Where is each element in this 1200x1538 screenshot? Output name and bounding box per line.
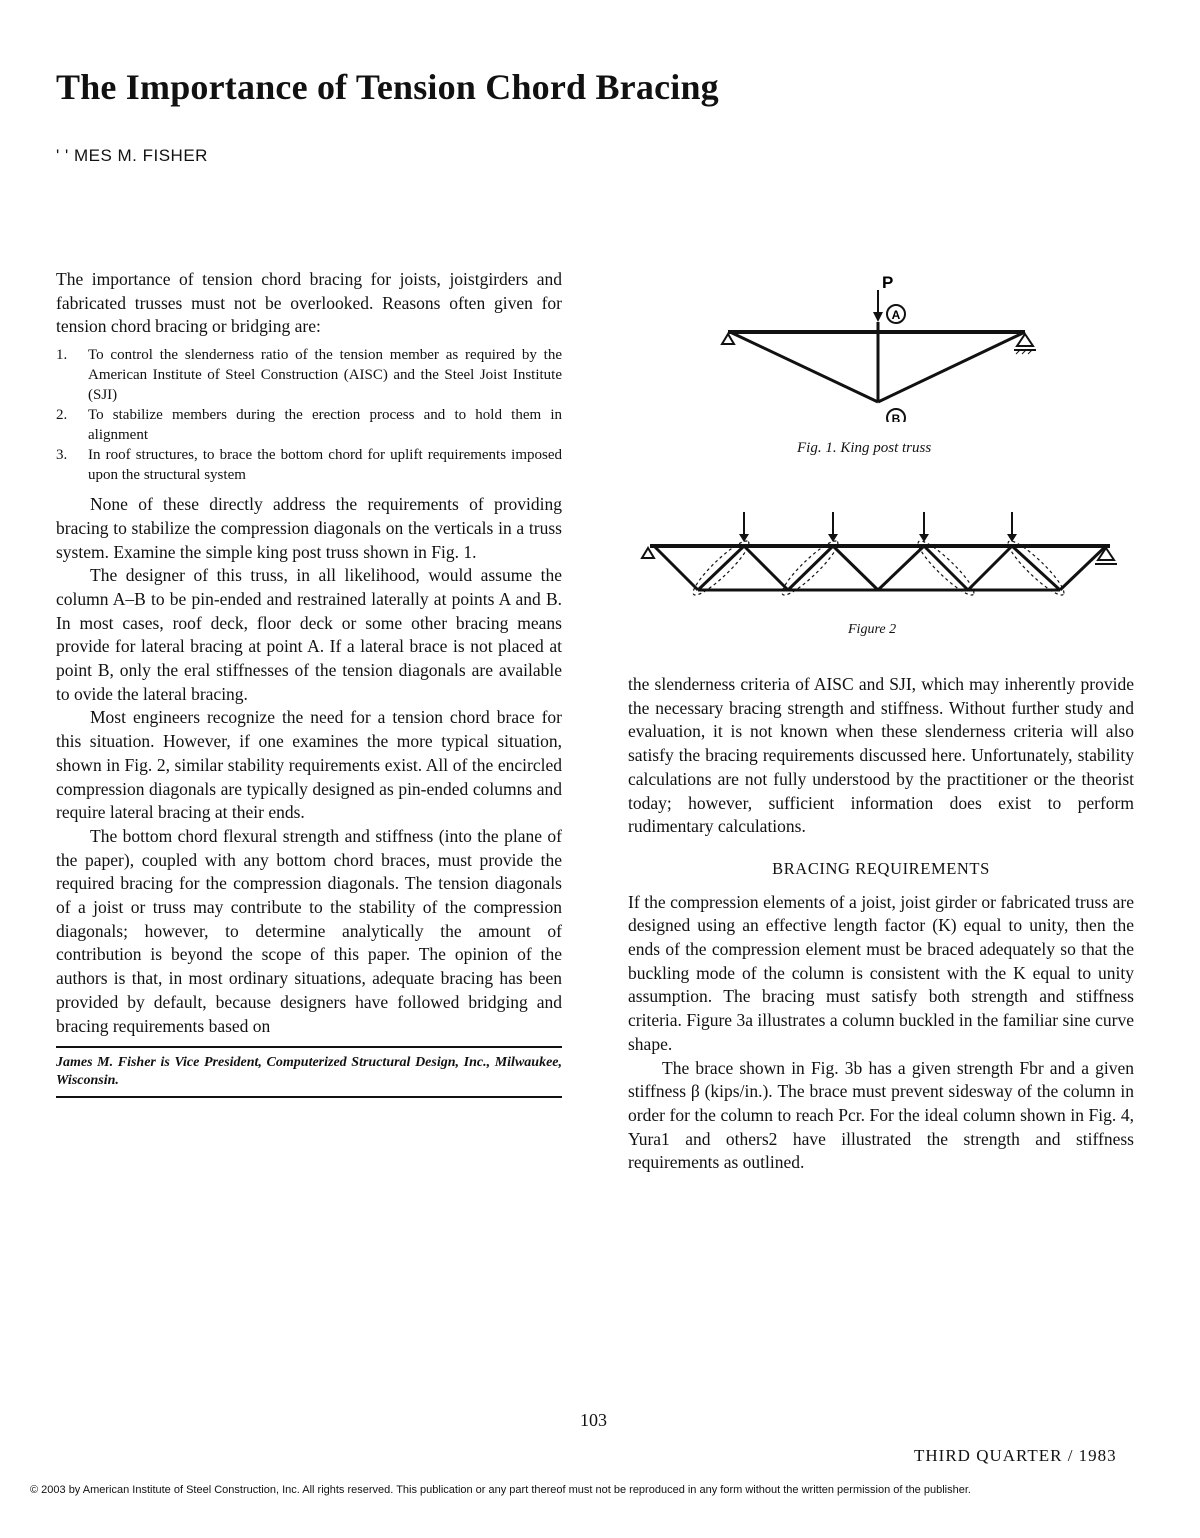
body-paragraph: None of these directly address the requirements of providing bracing to stabilize the compression diagonals on the verticals in a truss system. Examine the simple king post truss shown in Fig. 1. [56,494,562,562]
load-label: P [882,273,894,292]
list-number: 2. [56,407,68,424]
issue-label: THIRD QUARTER / 1983 [914,1446,1117,1465]
body-paragraph: Most engineers recognize the need for a tension chord brace for this situation. However, if one examines the more typical situation, shown in Fig. 2, similar stability requirements exist. All of the encircled compression diagonals are typically designed as pin-ended columns and require lateral bracing at their ends. [56,707,562,823]
footnote-rule [56,1096,562,1098]
reasons-list [56,345,562,485]
intro-paragraph: The importance of tension chord bracing for joists, joistgirders and fabricated trusses must not be overlooked. Reasons often given for tension chord bracing or bridging are: [56,269,562,337]
tension-diagonal [730,332,878,402]
body-paragraph: The bottom chord flexural strength and stiffness (into the plane of the paper), coupled with any bottom chord braces, must provide the required bracing for the compression diagonals. The tension diagonals of a joist or truss may contribute to the stability of the compression diagonals; however, to determine analytically the amount of contribution is beyond the scope of this paper. The opinion of the authors is that, in most ordinary situations, adequate bracing has been provided by default, because designers have followed bridging and bracing requirements based on [56,825,562,1036]
body-paragraph: the slenderness criteria of AISC and SJI, which may inherently provide the necessary bracing strength and stiffness. Without further study and evaluation, it is not known when these slenderness criteria will also satisfy the bracing requirements discussed here. Unfortunately, stability calculations are not fully understood by the practitioner or the theorist today; however, sufficient information does exist to perform rudimentary calculations. [628,674,1134,837]
list-item [56,405,562,445]
load-arrowhead [873,312,883,322]
body-paragraph: The brace shown in Fig. 3b has a given strength Fbr and a given stiffness β (kips/in.). The brace must prevent sidesway of the column in order for the column to reach Pcr. For the ideal column shown in Fig. 4, Yura1 and others2 have illustrated the strength and stiffness requirements as outlined. [628,1057,1134,1173]
point-a-label: A [891,308,901,322]
list-text: To stabilize members during the erection process and to hold them in alignment [88,407,562,444]
list-item [56,445,562,485]
right-column [628,673,1134,1175]
figure-1-caption: Fig. 1. King post truss [797,440,932,456]
pin-support-left [722,334,734,344]
tension-diagonal [878,332,1025,402]
paper-title: The Importance of Tension Chord Bracing [56,67,719,107]
point-b-label: B [891,412,901,422]
figure-2-truss [640,508,1130,608]
author-line: ' ' MES M. FISHER [56,146,208,165]
body-paragraph: If the compression elements of a joist, joist girder or fabricated truss are designed using an effective length factor (K) equal to unity, then the ends of the compression element must be braced adequately so that the buckling mode of the column is consistent with the K equal to unity assumption. The bracing must satisfy both strength and stiffness criteria. Figure 3a illustrates a column buckled in the familiar sine curve shape. [628,891,1134,1054]
page-number: 103 [580,1410,607,1430]
list-item [56,345,562,405]
list-text: To control the slenderness ratio of the tension member as required by the American Institute of Steel Construction (AISC) and the Steel Joist Institute (SJI) [88,347,562,404]
pin-support-left [642,548,654,558]
load-arrows [744,512,1012,538]
list-number: 3. [56,447,68,464]
list-text: In roof structures, to brace the bottom chord for uplift requirements imposed upon the structural system [88,447,562,484]
list-number: 1. [56,347,68,364]
copyright-notice: © 2003 by American Institute of Steel Construction, Inc. All rights reserved. This publication or any part thereof must not be reproduced in any form without the written permission of the publisher. [30,1484,971,1496]
left-column [56,268,562,1098]
body-paragraph: The designer of this truss, in all likelihood, would assume the column A–B to be pin-ended and restrained laterally at points A and B. In most cases, roof deck, floor deck or some other bracing means provide for lateral bracing at point A. If a lateral brace is not placed at point B, only the eral stiffnesses of the tension diagonals are available to ovide the lateral bracing. [56,565,562,704]
web-members [654,546,1106,590]
author-footnote: James M. Fisher is Vice President, Computerized Structural Design, Inc., Milwaukee, Wisconsin. [56,1055,562,1089]
figure-1-king-post-truss [700,262,1060,422]
section-heading: BRACING REQUIREMENTS [772,858,990,878]
figure-2-caption: Figure 2 [848,622,897,637]
